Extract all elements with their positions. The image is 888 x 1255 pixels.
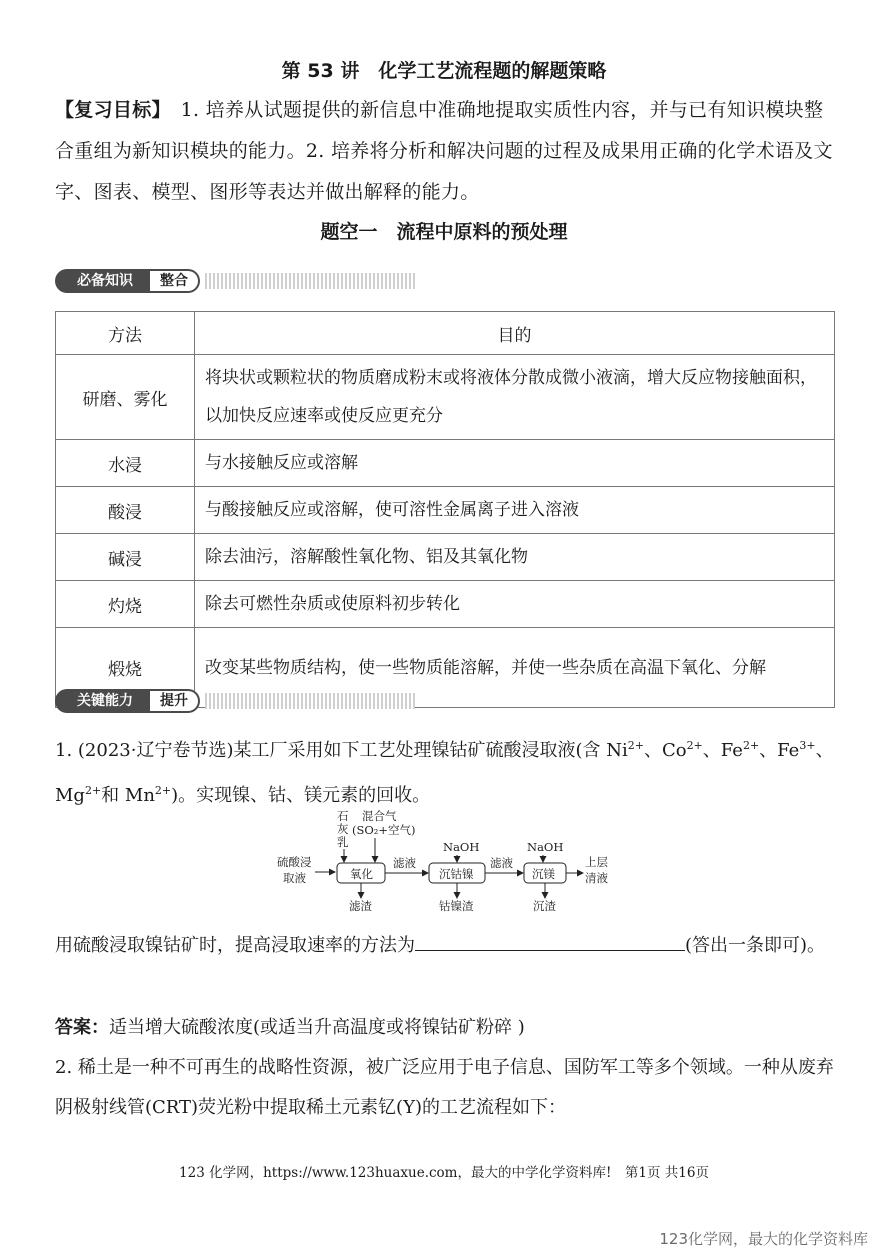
question-1-answer xyxy=(55,1008,840,1048)
question-2-stem: 2. 稀土是一种不可再生的战略性资源，被广泛应用于电子信息、国防军工等多个领域。一种从废弃阴极射线管(CRT)荧光粉中提取稀土元素钇(Y)的工艺流程如下： xyxy=(55,1057,834,1118)
flow-start-line1: 硫酸浸 xyxy=(277,855,312,869)
method-cell: 酸浸 xyxy=(56,487,195,534)
ion-charge: 2+ xyxy=(84,784,102,797)
ion-charge: 2+ xyxy=(742,739,760,752)
flow-end-line2: 清液 xyxy=(585,871,608,885)
page-footer: 123 化学网，https://www.123huaxue.com，最大的中学化学资料库! 第1页 共16页 xyxy=(179,1165,709,1181)
section-title: 题空一 流程中原料的预处理 xyxy=(320,221,568,243)
method-cell: 碱浸 xyxy=(56,534,195,581)
flow-naoh1: NaOH xyxy=(443,840,480,854)
header-purpose: 目的 xyxy=(195,312,835,355)
ion-text: )。实现镍、钴、镁元素的回收。 xyxy=(171,785,431,806)
review-text: 1. 培养从试题提供的新信息中准确地提取实质性内容，并与已有知识模块整合重组为新知识模块的能力。2. 培养将分析和解决问题的过程及成果用正确的化学术语及文字、图表、模型、图形等表达并做出解释的能力。 xyxy=(55,99,833,203)
question-1-stem xyxy=(55,726,840,816)
table-header-row xyxy=(56,312,835,355)
table-row xyxy=(56,487,835,534)
ion-text: 、Mg xyxy=(55,740,834,806)
ion-text: 、Fe xyxy=(702,740,743,761)
table-row xyxy=(56,581,835,628)
q1-question-a: 用硫酸浸取镍钴矿时，提高浸取速率的方法为 xyxy=(55,935,415,956)
methods-table xyxy=(55,311,835,708)
flow-lime-2: 灰 xyxy=(337,822,349,836)
ion-text: 和 Mn xyxy=(101,785,155,806)
answer-label: 答案： xyxy=(55,1017,109,1038)
method-cell: 煅烧 xyxy=(56,628,195,708)
banner-light-label: 提升 xyxy=(150,689,200,713)
ion-text: 、Fe xyxy=(759,740,800,761)
ion-charge: 2+ xyxy=(154,784,172,797)
table-row xyxy=(56,440,835,487)
banner-dark-label: 必备知识 xyxy=(55,269,155,293)
method-cell: 灼烧 xyxy=(56,581,195,628)
q1-prefix: 1. (2023·辽宁卷节选)某工厂采用如下工艺处理镍钴矿硫酸浸取液(含 Ni xyxy=(55,740,628,761)
flow-lime-1: 石 xyxy=(337,809,349,823)
q1-question-b: (答出一条即可)。 xyxy=(685,935,826,956)
purpose-cell: 与水接触反应或溶解 xyxy=(195,440,835,487)
flow-start-line2: 取液 xyxy=(283,871,306,885)
process-flowchart xyxy=(265,806,625,918)
answer-blank[interactable] xyxy=(415,928,685,951)
flow-box2-label: 沉钴镍 xyxy=(439,867,474,881)
watermark: 123化学网，最大的化学资料库 xyxy=(659,1230,868,1248)
ion-charge: 2+ xyxy=(627,739,644,752)
ion-charge: 3+ xyxy=(799,739,816,752)
question-1-prompt xyxy=(55,926,840,966)
answer-text: 适当增大硫酸浓度(或适当升高温度或将镍钴矿粉碎 ) xyxy=(109,1017,525,1038)
purpose-cell: 将块状或颗粒状的物质磨成粉末或将液体分散成微小液滴，增大反应物接触面积，以加快反应速率或使反应更充分 xyxy=(195,355,835,440)
flow-end-line1: 上层 xyxy=(585,855,608,869)
banner-essential-knowledge xyxy=(55,269,415,293)
table-row xyxy=(56,355,835,440)
banner-stripes xyxy=(205,693,415,709)
banner-key-ability xyxy=(55,689,415,713)
flow-naoh2: NaOH xyxy=(527,840,564,854)
method-cell: 研磨、雾化 xyxy=(56,355,195,440)
review-objectives xyxy=(55,90,835,213)
banner-dark-label: 关键能力 xyxy=(55,689,155,713)
flow-filtrate2: 滤液 xyxy=(490,856,513,870)
purpose-cell: 改变某些物质结构，使一些物质能溶解，并使一些杂质在高温下氧化、分解 xyxy=(195,628,835,708)
page-title: 第 53 讲 化学工艺流程题的解题策略 xyxy=(281,60,607,82)
flow-mix-2: (SO₂+空气) xyxy=(352,823,416,837)
ion-charge: 2+ xyxy=(686,739,703,752)
table-row xyxy=(56,534,835,581)
flow-residue1: 滤渣 xyxy=(349,899,372,913)
flow-residue2: 钴镍渣 xyxy=(439,899,474,913)
flow-box3-label: 沉镁 xyxy=(532,867,555,881)
flow-lime-3: 乳 xyxy=(337,835,349,849)
flow-residue3: 沉渣 xyxy=(533,899,556,913)
flow-filtrate1: 滤液 xyxy=(393,856,416,870)
review-label: 【复习目标】 xyxy=(55,99,162,121)
header-method: 方法 xyxy=(56,312,195,355)
flow-box1-label: 氧化 xyxy=(350,867,373,881)
purpose-cell: 除去油污，溶解酸性氧化物、铝及其氧化物 xyxy=(195,534,835,581)
purpose-cell: 除去可燃性杂质或使原料初步转化 xyxy=(195,581,835,628)
method-cell: 水浸 xyxy=(56,440,195,487)
purpose-cell: 与酸接触反应或溶解，使可溶性金属离子进入溶液 xyxy=(195,487,835,534)
banner-light-label: 整合 xyxy=(150,269,200,293)
ion-text: 、Co xyxy=(643,740,687,761)
flow-mix-1: 混合气 xyxy=(362,809,397,823)
banner-stripes xyxy=(205,273,415,289)
